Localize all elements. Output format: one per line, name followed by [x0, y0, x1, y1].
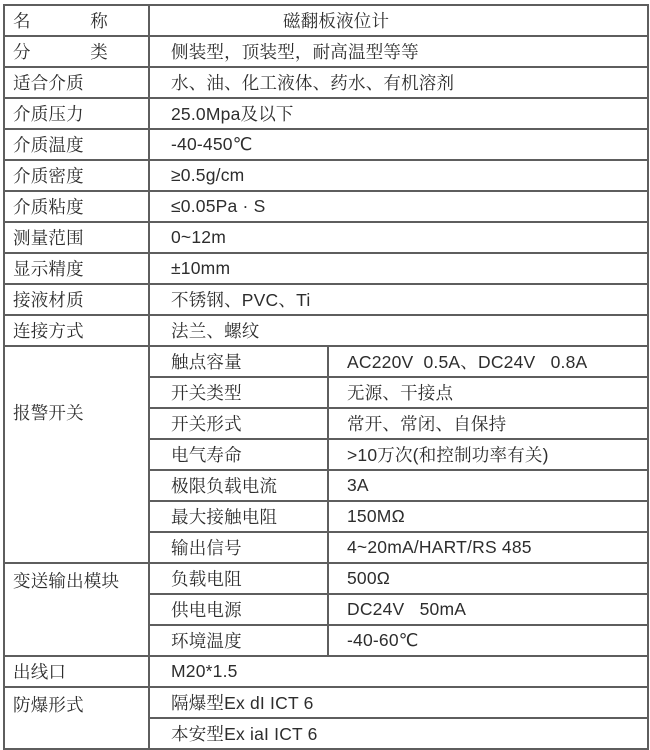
- spec-row: [4, 98, 648, 129]
- spec-subname-cell: 输出信号: [149, 532, 328, 563]
- spec-subname-cell: 负载电阻: [149, 563, 328, 594]
- spec-row: [4, 253, 648, 284]
- spec-label-cell: 适合介质: [4, 67, 149, 98]
- spec-value-cell: 磁翻板液位计: [149, 5, 648, 36]
- label-char: 分: [13, 42, 31, 62]
- spec-value-cell: 0~12m: [149, 222, 648, 253]
- label-char: 称: [90, 11, 108, 31]
- spread-label: [13, 8, 108, 33]
- spec-row: [4, 160, 648, 191]
- spec-value-cell: 侧装型，顶装型，耐高温型等等: [149, 36, 648, 67]
- spec-subname-cell: 开关形式: [149, 408, 328, 439]
- spec-value-cell: ±10mm: [149, 253, 648, 284]
- spec-row: [4, 67, 648, 98]
- spec-subvalue-cell: DC24V 50mA: [328, 594, 648, 625]
- spec-subvalue-cell: 无源、干接点: [328, 377, 648, 408]
- group-label-cell: 报警开关: [4, 346, 149, 563]
- spec-row: [4, 191, 648, 222]
- spec-row: [4, 36, 648, 67]
- spec-subname-cell: 环境温度: [149, 625, 328, 656]
- spec-label-cell: 显示精度: [4, 253, 149, 284]
- spec-table: [3, 4, 649, 750]
- spec-value-cell: 25.0Mpa及以下: [149, 98, 648, 129]
- spec-value-cell: M20*1.5: [149, 656, 648, 687]
- spec-value-cell: -40-450℃: [149, 129, 648, 160]
- spec-value-cell: ≤0.05Pa · S: [149, 191, 648, 222]
- spec-row: [4, 346, 648, 377]
- spec-subname-cell: 触点容量: [149, 346, 328, 377]
- label-char: 类: [90, 42, 108, 62]
- spec-table-body: [4, 5, 648, 749]
- spec-value-cell: 水、油、化工液体、药水、有机溶剂: [149, 67, 648, 98]
- spec-label-cell: 接液材质: [4, 284, 149, 315]
- spec-subname-cell: 开关类型: [149, 377, 328, 408]
- spec-subvalue-cell: 常开、常闭、自保持: [328, 408, 648, 439]
- group-label-cell: 防爆形式: [4, 687, 149, 749]
- spec-row: [4, 284, 648, 315]
- spec-subvalue-cell: 500Ω: [328, 563, 648, 594]
- spec-subvalue-cell: -40-60℃: [328, 625, 648, 656]
- spec-subvalue-cell: >10万次(和控制功率有关): [328, 439, 648, 470]
- spec-subname-cell: 供电电源: [149, 594, 328, 625]
- spec-row: [4, 656, 648, 687]
- spec-subvalue-cell: AC220V 0.5A、DC24V 0.8A: [328, 346, 648, 377]
- spec-label-cell: 介质压力: [4, 98, 149, 129]
- spec-label-cell: 介质密度: [4, 160, 149, 191]
- spec-subname-cell: 最大接触电阻: [149, 501, 328, 532]
- spec-label-cell: 介质粘度: [4, 191, 149, 222]
- spec-label-cell: 出线口: [4, 656, 149, 687]
- spec-subvalue-cell: 4~20mA/HART/RS 485: [328, 532, 648, 563]
- spec-row: [4, 222, 648, 253]
- spec-label-cell: 测量范围: [4, 222, 149, 253]
- spec-row: [4, 563, 648, 594]
- spec-row: [4, 129, 648, 160]
- spec-row: [4, 315, 648, 346]
- spec-subname-cell: 极限负载电流: [149, 470, 328, 501]
- spec-table-container: [3, 4, 649, 750]
- spec-value-cell: 隔爆型Ex dI ICT 6: [149, 687, 648, 718]
- spread-label: [13, 39, 108, 64]
- spec-value-cell: 法兰、螺纹: [149, 315, 648, 346]
- group-label-cell: 变送输出模块: [4, 563, 149, 656]
- spec-row: [4, 687, 648, 718]
- spec-label-cell: [4, 5, 149, 36]
- spec-value-cell: 本安型Ex iaI ICT 6: [149, 718, 648, 749]
- spec-row: [4, 5, 648, 36]
- spec-label-cell: 连接方式: [4, 315, 149, 346]
- spec-label-cell: 介质温度: [4, 129, 149, 160]
- label-char: 名: [13, 11, 31, 31]
- spec-subname-cell: 电气寿命: [149, 439, 328, 470]
- spec-value-cell: ≥0.5g/cm: [149, 160, 648, 191]
- spec-subvalue-cell: 3A: [328, 470, 648, 501]
- spec-value-cell: 不锈钢、PVC、Ti: [149, 284, 648, 315]
- spec-label-cell: [4, 36, 149, 67]
- spec-subvalue-cell: 150MΩ: [328, 501, 648, 532]
